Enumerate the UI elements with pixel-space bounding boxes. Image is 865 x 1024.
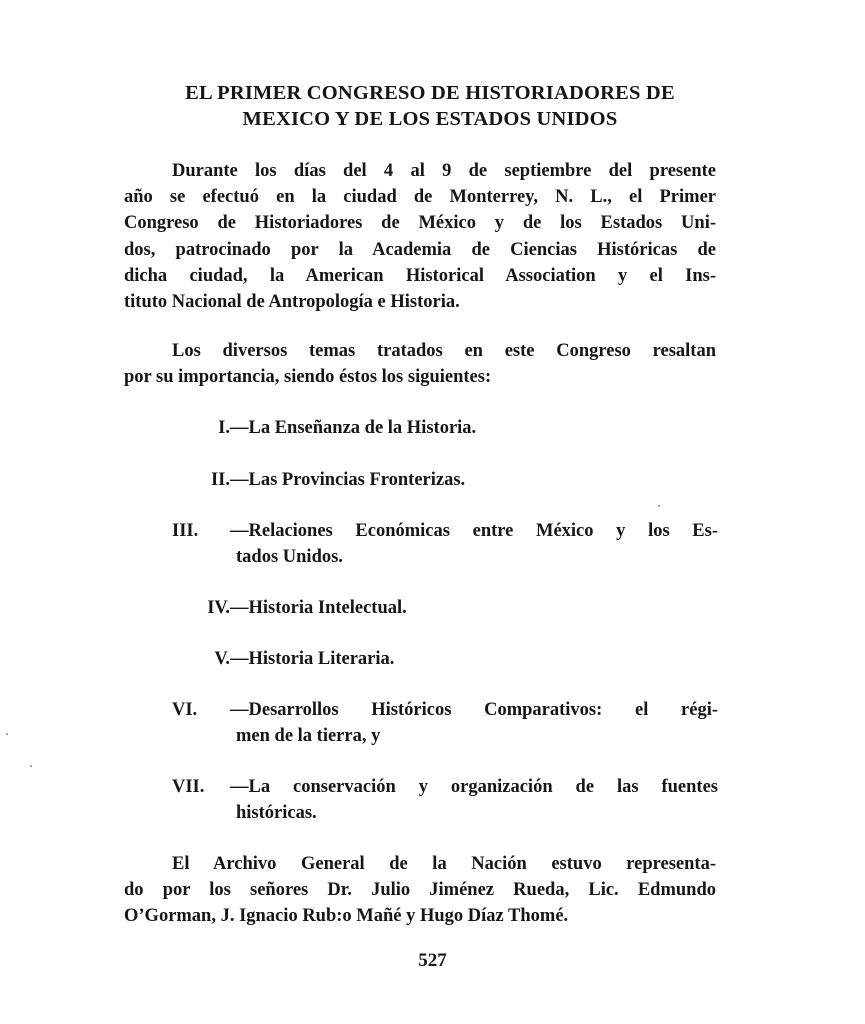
text-line: dos, patrocinado por la Academia de Ciencias Históricas de [124,239,716,260]
topic-item [172,697,718,749]
topic-text-continued: históricas. [236,803,317,824]
topic-number: VI. [172,700,198,720]
topic-text: —La Enseñanza de la Historia. [230,418,477,438]
topic-text: —Desarrollos Históricos Comparativos: el régi- [230,700,718,720]
text-line: Congreso de Historiadores de México y de los Estados Uni- [124,213,716,234]
paragraph-archive [124,851,716,930]
text-line: O’Gorman, J. Ignacio Rub:o Mañé y Hugo Díaz Thomé. [124,906,569,927]
scan-speck [30,765,32,767]
topic-item [172,595,718,621]
topic-text-continued: men de la tierra, y [236,726,381,747]
scan-speck [658,505,660,507]
topic-number: V. [214,649,230,669]
topic-item [172,646,718,672]
topic-item [172,415,718,441]
topic-text: —Historia Literaria. [230,649,395,669]
scan-speck [6,733,8,735]
topic-number: IV. [207,598,230,618]
topic-text: —La conservación y organización de las fuentes [230,777,718,797]
text-line: Durante los días del 4 al 9 de septiembre del presente [172,161,716,181]
text-line: El Archivo General de la Nación estuvo representa- [172,854,716,874]
topic-item [172,774,718,826]
paragraph-topics-intro [124,338,716,390]
text-line: Los diversos temas tratados en este Congreso resaltan [172,341,716,361]
topic-text: —Historia Intelectual. [230,598,407,618]
text-line: por su importancia, siendo éstos los siguientes: [124,367,492,388]
topic-text: —Las Provincias Fronterizas. [230,470,466,490]
title-line: EL PRIMER CONGRESO DE HISTORIADORES DE [185,82,675,104]
topic-number: VII. [172,777,205,797]
topic-text: —Relaciones Económicas entre México y los Es- [230,521,718,541]
text-line: año se efectuó en la ciudad de Monterrey, N. L., el Primer [124,187,716,208]
page-number: 527 [418,950,447,971]
paragraph-intro [124,158,716,315]
topic-item [172,467,718,493]
topic-text-continued: tados Unidos. [236,547,343,568]
topic-number: II. [210,470,230,490]
topic-number: I. [218,418,230,438]
text-line: tituto Nacional de Antropología e Historia. [124,292,460,313]
text-line: dicha ciudad, la American Historical Association y el Ins- [124,265,716,286]
topic-number: III. [172,521,199,541]
title-line: MEXICO Y DE LOS ESTADOS UNIDOS [242,108,618,130]
topic-item [172,518,718,570]
article-title [120,80,740,132]
text-line: do por los señores Dr. Julio Jiménez Rueda, Lic. Edmundo [124,880,716,901]
